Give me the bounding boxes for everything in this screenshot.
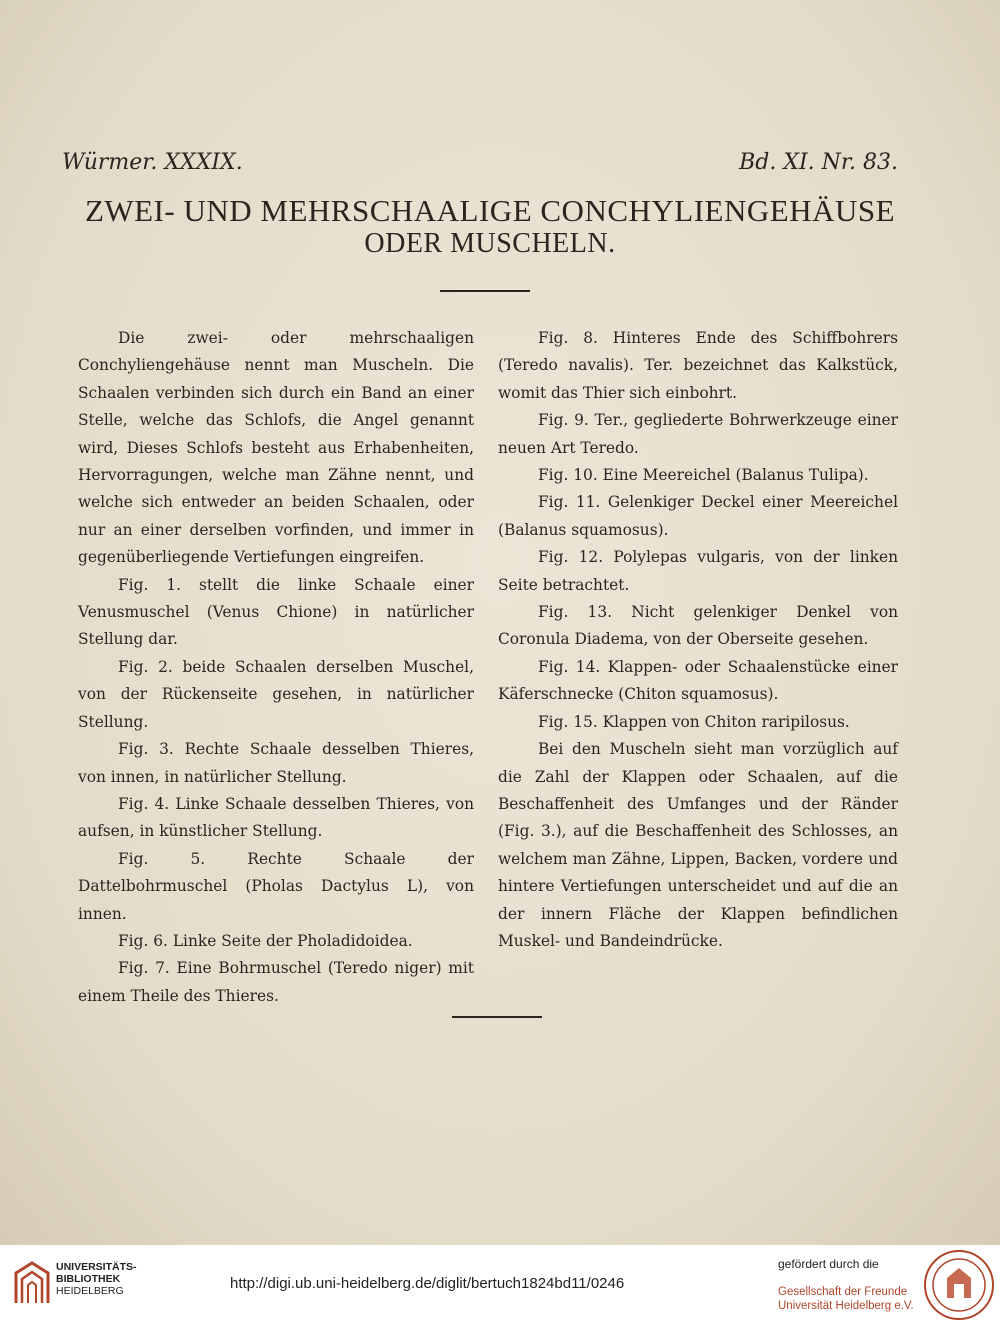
header-section: Würmer. XXXIX. (62, 150, 243, 175)
page-title: ZWEI- UND MEHRSCHAALIGE CONCHYLIENGEHÄUSE (84, 193, 896, 228)
left-column (78, 325, 474, 1010)
university-seal-icon[interactable] (922, 1248, 996, 1322)
figure-caption: Fig. 10. Eine Meereichel (Balanus Tulipa). (538, 466, 869, 485)
paragraph: Bei den Muscheln sieht man vorzüglich auf die Zahl der Klappen oder Schaalen, auf die Beschaffenheit des Umfanges und der Ränder (Fig. 3.), auf die Beschaffenheit des Schlosses, an welchem man Zähne, Lippen, Backen, vordere und hintere Vertiefungen unterscheidet und auf die an der innern Fläche der Klappen befindlichen Muskel- und Bandeindrücke. (498, 740, 898, 950)
library-name-line: BIBLIOTHEK (56, 1273, 121, 1285)
figure-caption: Fig. 1. stellt die linke Schaale einer Venusmuschel (Venus Chione) in natürlicher Stellung dar. (78, 575, 474, 649)
figure-caption: Fig. 11. Gelenkiger Deckel einer Meereichel (Balanus squamosus). (498, 493, 898, 539)
figure-caption: Fig. 12. Polylepas vulgaris, von der linken Seite betrachtet. (498, 548, 898, 594)
permalink-url[interactable]: http://digi.ub.uni-heidelberg.de/diglit/bertuch1824bd11/0246 (230, 1275, 625, 1292)
sponsor-name[interactable] (778, 1285, 914, 1313)
sponsor-name-line: Universität Heidelberg e.V. (778, 1300, 914, 1312)
header-volume-number: Bd. XI. Nr. 83. (739, 150, 898, 175)
title-divider (440, 290, 530, 292)
figure-caption: Fig. 9. Ter., gegliederte Bohrwerkzeuge einer neuen Art Teredo. (498, 411, 898, 457)
funded-by-label: gefördert durch die (778, 1257, 879, 1271)
library-name-line: HEIDELBERG (56, 1285, 124, 1297)
figure-caption: Fig. 4. Linke Schaale desselben Thieres, von aufsen, in künstlicher Stellung. (78, 794, 474, 841)
figure-caption: Fig. 13. Nicht gelenkiger Denkel von Coronula Diadema, von der Oberseite gesehen. (498, 603, 898, 649)
figure-caption: Fig. 5. Rechte Schaale der Dattelbohrmuschel (Pholas Dactylus L), von innen. (78, 849, 474, 923)
figure-caption: Fig. 15. Klappen von Chiton raripilosus. (538, 712, 850, 731)
figure-caption: Fig. 7. Eine Bohrmuschel (Teredo niger) mit einem Theile des Thieres. (78, 959, 474, 1005)
library-name-line: UNIVERSITÄTS- (56, 1261, 137, 1273)
figure-caption: Fig. 2. beide Schaalen derselben Muschel, von der Rückenseite gesehen, in natürlicher Stellung. (78, 657, 474, 731)
sponsor-name-line: Gesellschaft der Freunde (778, 1286, 908, 1298)
end-divider (452, 1016, 542, 1018)
library-name[interactable] (56, 1261, 137, 1297)
paragraph: Die zwei- oder mehrschaaligen Conchyliengehäuse nennt man Muscheln. Die Schaalen verbinden sich durch ein Band an einer Stelle, welche das Schlofs, die Angel genannt wird, Dieses Schlofs besteht aus Erhabenheiten, Hervorragungen, welche man Zähne nennt, und welche sich entweder an beiden Schaalen, oder nur an einer derselben vorfinden, und immer in gegenüberliegende Vertiefungen eingreifen. (78, 329, 474, 567)
figure-caption: Fig. 14. Klappen- oder Schaalenstücke einer Käferschnecke (Chiton squamosus). (498, 657, 898, 704)
viewer-footer (0, 1245, 1000, 1324)
figure-caption: Fig. 3. Rechte Schaale desselben Thieres, von innen, in natürlicher Stellung. (78, 740, 474, 786)
figure-caption: Fig. 8. Hinteres Ende des Schiffbohrers (Teredo navalis). Ter. bezeichnet das Kalkstück, womit das Thier sich einbohrt. (498, 329, 898, 402)
library-logo-icon[interactable] (12, 1259, 52, 1307)
page-subtitle: ODER MUSCHELN. (364, 228, 616, 259)
right-column (498, 325, 898, 955)
figure-caption: Fig. 6. Linke Seite der Pholadidoidea. (118, 931, 413, 950)
